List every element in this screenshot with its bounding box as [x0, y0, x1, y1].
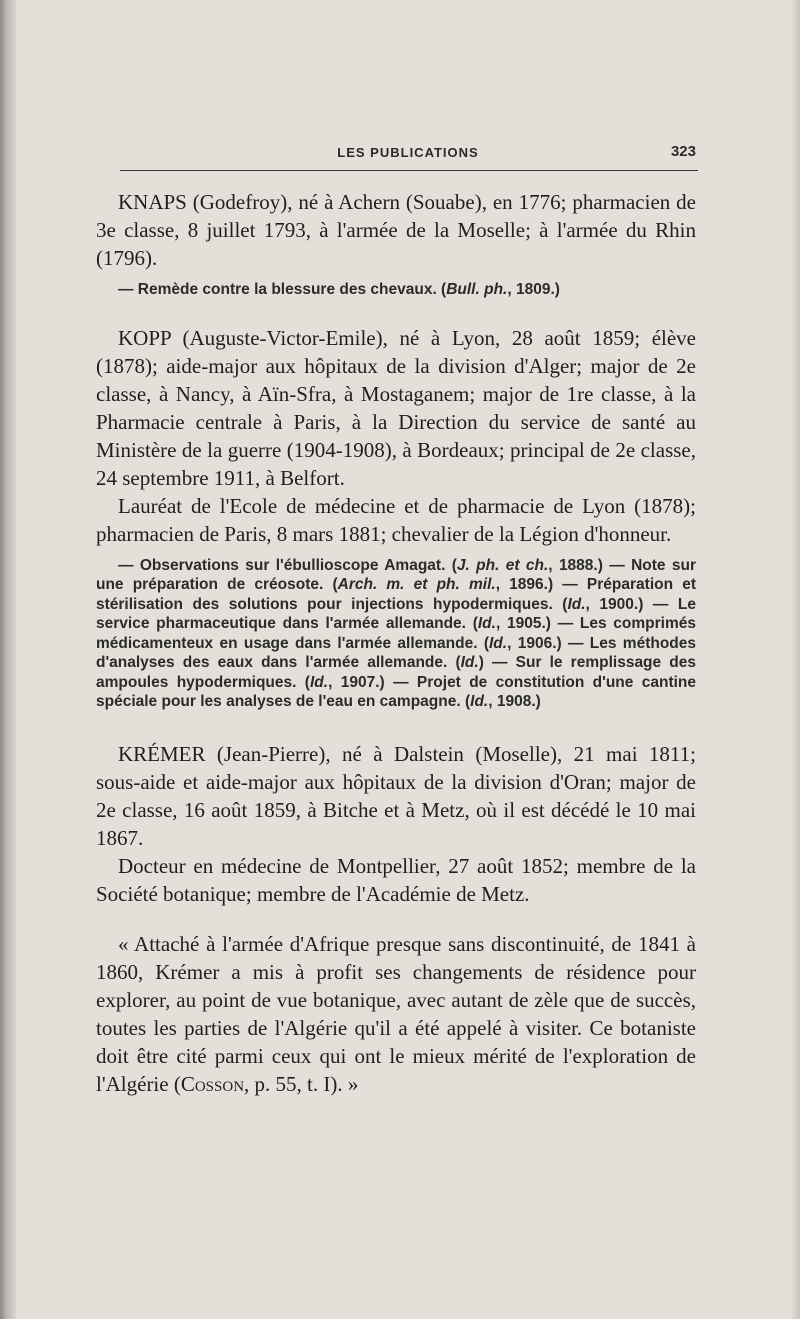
publication-source: Bull. ph.: [446, 281, 508, 298]
publication-year: 1809.: [515, 281, 555, 298]
running-head: LES PUBLICATIONS: [337, 145, 479, 160]
publication-year: 1888.: [558, 556, 598, 574]
entry-paragraph: Lauréat de l'Ecole de médecine et de pharmacie de Lyon (1878); pharmacien de Paris, 8 mars 1881; chevalier de la Légion d'honneur.: [96, 493, 696, 546]
publication-year: 1907.: [340, 673, 380, 691]
page-number: 323: [670, 143, 696, 160]
publication-year: 1906.: [517, 634, 557, 652]
publication-source: J. ph. et ch.: [456, 556, 549, 574]
publication-title: — Observations sur l'ébullioscope Amagat.: [118, 556, 446, 574]
entry-kremer: [96, 740, 696, 1098]
publication-source: Id.: [470, 693, 489, 710]
publication-year: 1900.: [599, 595, 639, 613]
publication-source: Id.: [489, 634, 508, 652]
citation-reference: , p. 55, t. I). »: [244, 1071, 359, 1096]
publication-title: — Note sur une préparation de créosote.: [96, 556, 697, 593]
publication-title: — Les méthodes d'analyses des eaux dans l'armée allemande.: [96, 634, 697, 671]
publication-source: Id.: [567, 595, 586, 613]
entry-paragraph: KOPP (Auguste-Victor-Emile), né à Lyon, 28 août 1859; élève (1878); aide-major aux hôpitaux de la division d'Alger; major de 2e classe, à Nancy, à Aïn-Sfra, à Mostaganem; major de 1re classe, à la Pharmacie centrale à Paris, à la Direction du service de santé au Ministère de la guerre (1904-1908), à Bordeaux; principal de 2e classe, 24 septembre 1911, à Belfort.: [96, 325, 696, 490]
publication-list: — Observations sur l'ébullioscope Amagat. (J. ph. et ch., 1888.) — Note sur une préparation de créosote. (Arch. m. et ph. mil., 1896.) — Préparation et stérilisation des solutions pour injections hypodermiques. (Id., 1900.) — Le service pharmaceutique dans l'armée allemande. (Id., 1905.) — Les comprimés médicamenteux en usage dans l'armée allemande. (Id., 1906.) — Les méthodes d'analyses des eaux dans l'armée allemande. (Id.) — Sur le remplissage des ampoules hypodermiques. (Id., 1907.) — Projet de constitution d'une cantine spéciale pour les analyses de l'eau en campagne. (Id., 1908.): [96, 556, 697, 710]
publication-title: — Préparation et stérilisation des solutions pour injections hypodermiques.: [96, 576, 697, 613]
page-body: [96, 188, 696, 1098]
entry-paragraph: KRÉMER (Jean-Pierre), né à Dalstein (Moselle), 21 mai 1811; sous-aide et aide-major aux hôpitaux de la division d'Oran; major de 2e classe, 16 août 1859, à Bitche et à Metz, où il est décédé le 10 mai 1867.: [96, 741, 696, 850]
publication-list: — Remède contre la blessure des chevaux. (Bull. ph., 1809.): [118, 281, 560, 298]
quotation: « Attaché à l'armée d'Afrique presque sans discontinuité, de 1841 à 1860, Krémer a mis à profit ses changements de résidence pour explorer, au point de vue botanique, avec autant de zèle que de succès, toutes les parties de l'Algérie qu'il a été appelé à visiter. Ce botaniste doit être cité parmi ceux qui ont le mieux mérité de l'exploration de l'Algérie (Cosson, p. 55, t. I). »: [96, 931, 696, 1096]
entry-paragraph: KNAPS (Godefroy), né à Achern (Souabe), en 1776; pharmacien de 3e classe, 8 juillet 1793, à l'armée de la Moselle; à l'armée du Rhin (1796).: [96, 190, 696, 270]
publication-title: — Le service pharmaceutique dans l'armée allemande.: [96, 595, 697, 632]
publication-year: 1896.: [509, 576, 548, 593]
publication-source: Arch. m. et ph. mil.: [337, 576, 496, 593]
publication-title: — Remède contre la blessure des chevaux.: [118, 281, 437, 298]
entry-kopp: [96, 324, 696, 712]
entry-paragraph: Docteur en médecine de Montpellier, 27 août 1852; membre de la Société botanique; membre de l'Académie de Metz.: [96, 853, 696, 906]
publication-title: — Les comprimés médicamenteux en usage dans l'armée allemande.: [96, 615, 696, 652]
publication-source: Id.: [460, 654, 479, 671]
publication-year: 1908.: [496, 693, 536, 710]
quotation-text: « Attaché à l'armée d'Afrique presque sans discontinuité, de 1841 à 1860, Krémer a mis à profit ses changements de résidence pour explorer, au point de vue botanique, avec autant de zèle que de succès, toutes les parties de l'Algérie qu'il a été appelé à visiter. Ce botaniste doit être cité parmi ceux qui ont le mieux mérité de l'exploration de l'Algérie: [96, 931, 696, 1096]
header-rule: [120, 170, 698, 171]
publication-source: Id.: [477, 615, 496, 632]
publication-source: Id.: [309, 673, 329, 691]
page-binding-edge: [0, 0, 16, 1319]
entry-knaps: [96, 188, 696, 300]
publication-title: — Projet de constitution d'une cantine spéciale pour les analyses de l'eau en campagne.: [96, 673, 697, 710]
page-header: [120, 143, 696, 163]
publication-title: — Sur le remplissage des ampoules hypodermiques.: [96, 654, 696, 691]
publication-year: 1905.: [506, 615, 546, 632]
page-right-edge: [790, 0, 800, 1319]
citation-author: Cosson: [180, 1071, 245, 1096]
